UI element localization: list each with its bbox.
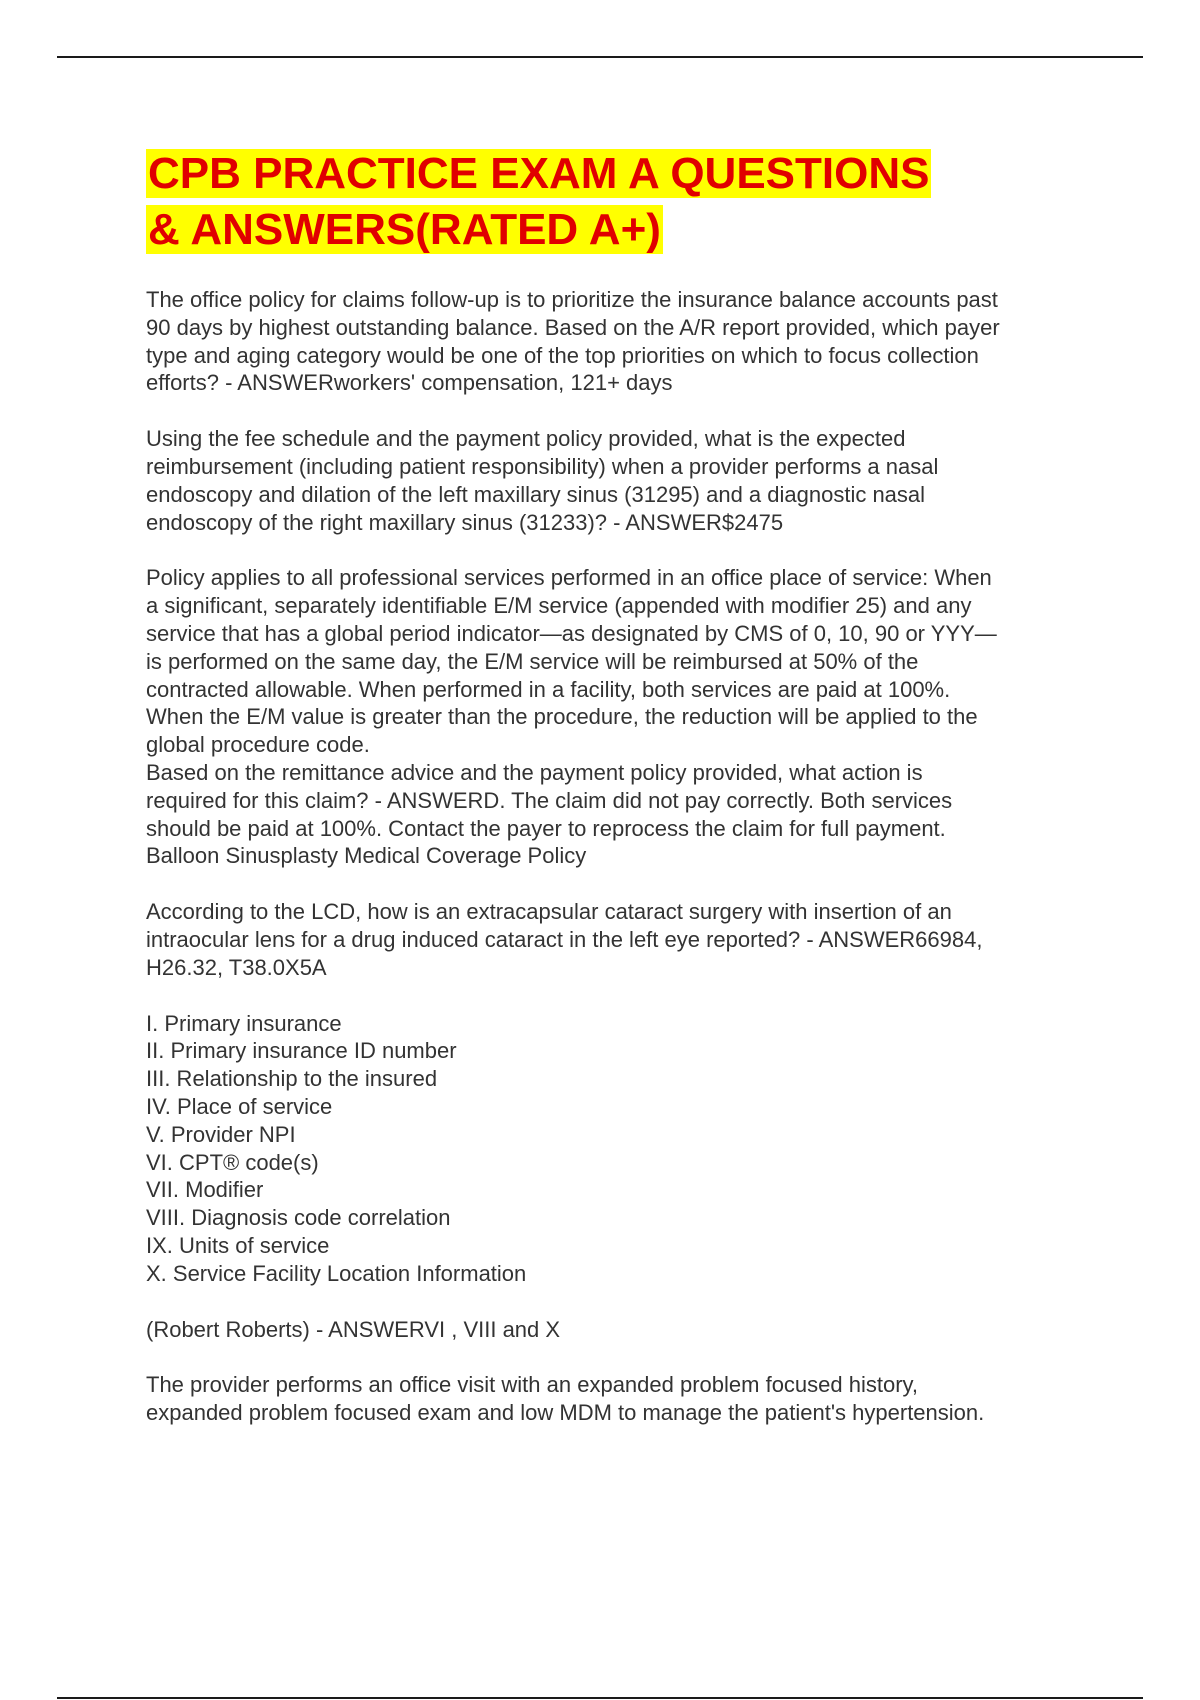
bottom-rule [57,1697,1143,1699]
list-answer [146,1316,1096,1344]
list-item: VI. CPT® code(s) [146,1149,319,1175]
paragraph-line: The office policy for claims follow-up is to prioritize the insurance balance accounts past [146,287,998,312]
paragraph-line: reimbursement (including patient responsibility) when a provider performs a nasal [146,453,939,479]
paragraph-line: type and aging category would be one of the top priorities on which to focus collection [146,342,979,368]
list-item: VII. Modifier [146,1177,264,1203]
paragraph-line: required for this claim? - ANSWERD. The claim did not pay correctly. Both services [146,787,953,813]
paragraph-line: service that has a global period indicator—as designated by CMS of 0, 10, 90 or YYY— [146,620,997,646]
paragraph-line: global procedure code. [146,732,370,758]
list-item: III. Relationship to the insured [146,1066,438,1092]
paragraph-line: endoscopy of the right maxillary sinus (31233)? - ANSWER$2475 [146,509,784,535]
paragraph-line: Based on the remittance advice and the payment policy provided, what action is [146,759,923,785]
list-item: IV. Place of service [146,1093,333,1119]
question-paragraph-1 [146,286,1096,397]
claim-elements-list [146,1010,1096,1288]
paragraph-line: endoscopy and dilation of the left maxillary sinus (31295) and a diagnostic nasal [146,481,926,507]
paragraph-line: According to the LCD, how is an extracapsular cataract surgery with insertion of an [146,899,952,925]
list-item: X. Service Facility Location Information [146,1260,527,1286]
paragraph-line: is performed on the same day, the E/M service will be reimbursed at 50% of the [146,648,919,674]
list-item: VIII. Diagnosis code correlation [146,1205,451,1231]
paragraph-line: When the E/M value is greater than the procedure, the reduction will be applied to the [146,704,978,730]
question-paragraph-3 [146,564,1096,870]
document-body [146,146,1096,1427]
paragraph-line: Using the fee schedule and the payment policy provided, what is the expected [146,426,906,452]
question-paragraph-4 [146,898,1096,981]
question-paragraph-5 [146,1371,1096,1427]
top-rule [57,56,1143,58]
paragraph-line: H26.32, T38.0X5A [146,954,327,980]
document-title [146,146,1096,258]
paragraph-line: The provider performs an office visit with an expanded problem focused history, [146,1372,919,1398]
paragraph-line: efforts? - ANSWERworkers' compensation, 121+ days [146,370,673,396]
title-line-1: CPB PRACTICE EXAM A QUESTIONS [148,149,930,198]
title-line-2: & ANSWERS(RATED A+) [148,205,661,254]
paragraph-line: expanded problem focused exam and low MDM to manage the patient's hypertension. [146,1400,985,1426]
paragraph-line: should be paid at 100%. Contact the payer to reprocess the claim for full payment. [146,815,946,841]
paragraph-line: a significant, separately identifiable E/M service (appended with modifier 25) and any [146,593,972,619]
paragraph-line: contracted allowable. When performed in a facility, both services are paid at 100%. [146,676,951,702]
list-item: II. Primary insurance ID number [146,1038,457,1064]
paragraph-line: Balloon Sinusplasty Medical Coverage Policy [146,843,587,869]
paragraph-line: 90 days by highest outstanding balance. Based on the A/R report provided, which payer [146,314,1000,340]
list-item: I. Primary insurance [146,1010,342,1036]
list-item: IX. Units of service [146,1232,330,1258]
list-item: V. Provider NPI [146,1121,296,1147]
paragraph-line: Policy applies to all professional services performed in an office place of service: When [146,565,992,591]
paragraph-line: intraocular lens for a drug induced cataract in the left eye reported? - ANSWER66984, [146,926,983,952]
answer-line: (Robert Roberts) - ANSWERVI , VIII and X [146,1316,561,1342]
question-paragraph-2 [146,425,1096,536]
